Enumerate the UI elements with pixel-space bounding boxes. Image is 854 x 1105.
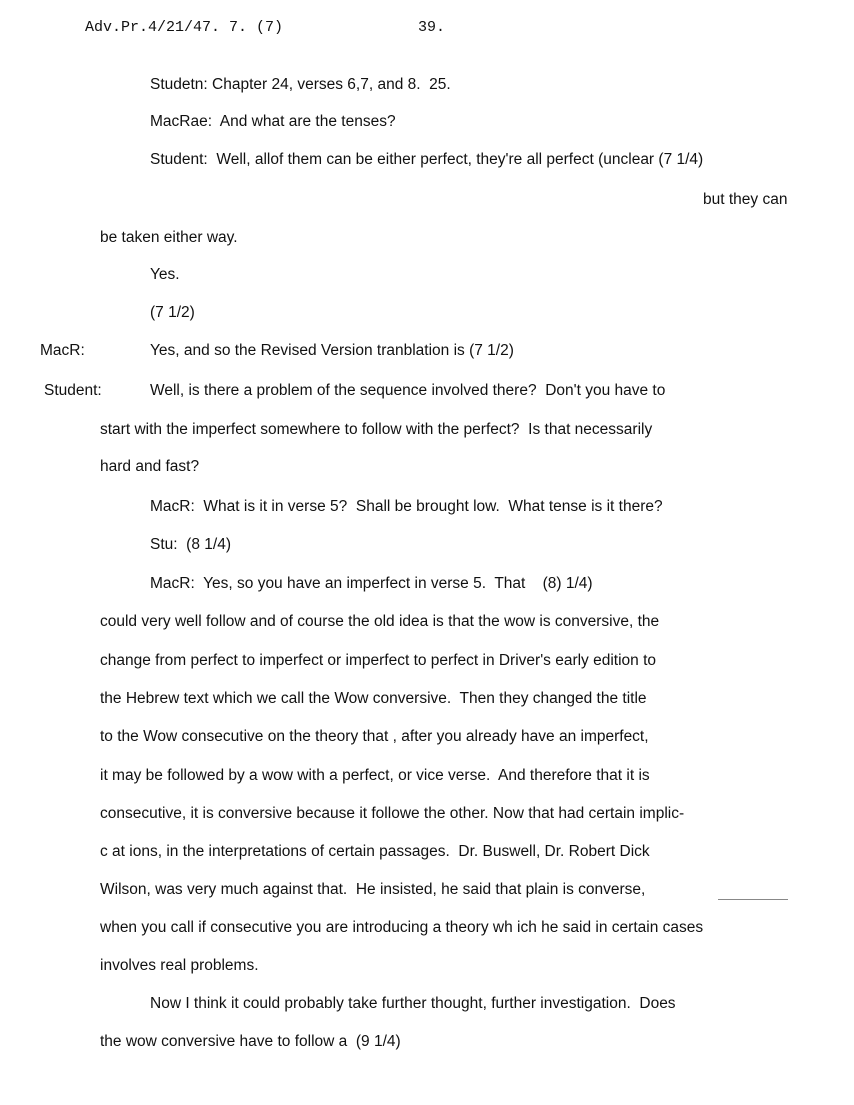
header-reference: Adv.Pr.4/21/47. 7. (7) <box>85 19 284 36</box>
text-line: start with the imperfect somewhere to follow with the perfect? Is that necessarily <box>100 421 653 438</box>
speaker-label: MacR: <box>40 342 85 359</box>
page-number: 39. <box>418 19 446 36</box>
text-line: but they can <box>703 191 788 208</box>
text-line: when you call if consecutive you are introducing a theory wh ich he said in certain cases <box>100 919 704 936</box>
text-line: (7 1/2) <box>150 304 195 321</box>
speaker-label: Student: <box>44 382 102 399</box>
text-line: involves real problems. <box>100 957 259 974</box>
text-line: the Hebrew text which we call the Wow conversive. Then they changed the title <box>100 690 647 707</box>
text-line: Yes, and so the Revised Version tranblation is (7 1/2) <box>150 342 514 359</box>
text-line: Yes. <box>150 266 180 283</box>
text-line: Now I think it could probably take further thought, further investigation. Does <box>150 995 676 1012</box>
text-line: MacR: What is it in verse 5? Shall be brought low. What tense is it there? <box>150 498 663 515</box>
text-line: Studetn: Chapter 24, verses 6,7, and 8. 25. <box>150 76 451 93</box>
text-line: Student: Well, allof them can be either perfect, they're all perfect (unclear (7 1/4) <box>150 151 704 168</box>
text-line: it may be followed by a wow with a perfect, or vice verse. And therefore that it is <box>100 767 650 784</box>
text-line: the wow conversive have to follow a (9 1/4) <box>100 1033 401 1050</box>
text-line: consecutive, it is conversive because it followe the other. Now that had certain implic- <box>100 805 685 822</box>
text-line: MacR: Yes, so you have an imperfect in verse 5. That (8) 1/4) <box>150 575 593 592</box>
text-line: to the Wow consecutive on the theory that , after you already have an imperfect, <box>100 728 649 745</box>
text-line: Stu: (8 1/4) <box>150 536 231 553</box>
handwritten-underline <box>718 899 788 900</box>
text-line: be taken either way. <box>100 229 238 246</box>
text-line: could very well follow and of course the old idea is that the wow is conversive, the <box>100 613 660 630</box>
text-line: hard and fast? <box>100 458 200 475</box>
text-line: change from perfect to imperfect or imperfect to perfect in Driver's early edition to <box>100 652 657 669</box>
text-line: MacRae: And what are the tenses? <box>150 113 396 130</box>
text-line: c at ions, in the interpretations of certain passages. Dr. Buswell, Dr. Robert Dick <box>100 843 650 860</box>
text-line: Well, is there a problem of the sequence involved there? Don't you have to <box>150 382 666 399</box>
text-line: Wilson, was very much against that. He insisted, he said that plain is converse, <box>100 881 646 898</box>
